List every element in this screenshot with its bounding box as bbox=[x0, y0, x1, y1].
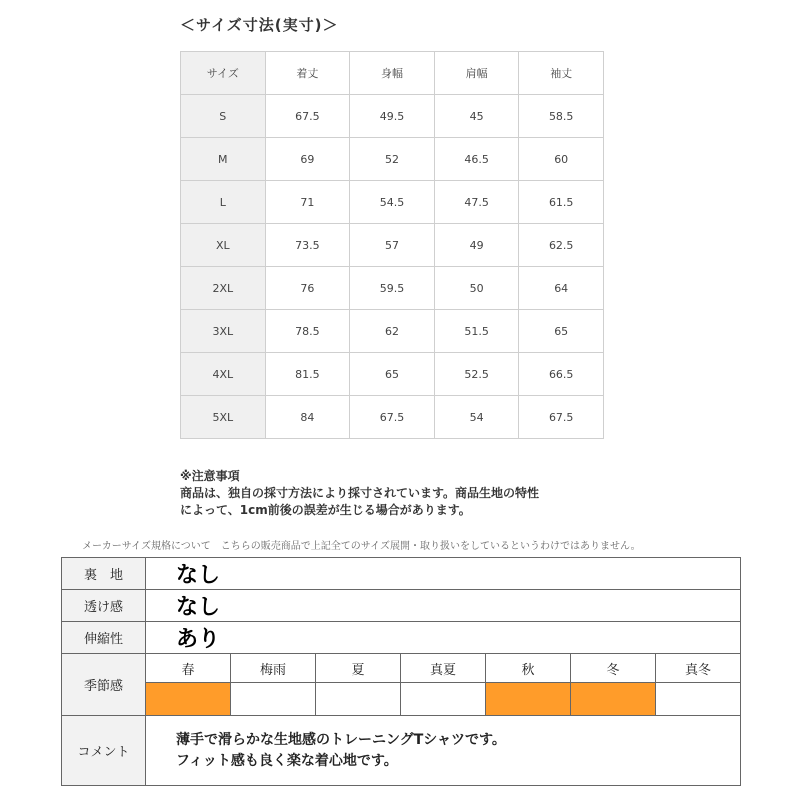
size-value-cell: 60 bbox=[519, 138, 604, 181]
season-indicator bbox=[486, 683, 571, 716]
size-row bbox=[181, 310, 604, 353]
size-value-cell: 78.5 bbox=[265, 310, 350, 353]
season-name: 梅雨 bbox=[231, 654, 316, 683]
season-name: 秋 bbox=[486, 654, 571, 683]
size-value-cell: 52.5 bbox=[434, 353, 519, 396]
size-label-cell: XL bbox=[181, 224, 266, 267]
season-name: 春 bbox=[146, 654, 231, 683]
size-row bbox=[181, 95, 604, 138]
stretch-value: あり bbox=[146, 622, 741, 654]
season-name: 真夏 bbox=[401, 654, 486, 683]
size-value-cell: 76 bbox=[265, 267, 350, 310]
notes-line-1: 商品は、独自の採寸方法により採寸されています。商品生地の特性 bbox=[180, 486, 540, 500]
size-table-body bbox=[181, 95, 604, 439]
size-label-cell: 4XL bbox=[181, 353, 266, 396]
attributes-table bbox=[61, 557, 741, 786]
size-value-cell: 73.5 bbox=[265, 224, 350, 267]
size-value-cell: 84 bbox=[265, 396, 350, 439]
size-section-title: ＜サイズ寸法(実寸)＞ bbox=[180, 16, 339, 34]
sheer-label: 透け感 bbox=[62, 590, 146, 622]
header-length: 着丈 bbox=[265, 52, 350, 95]
season-label: 季節感 bbox=[62, 654, 146, 716]
season-indicator bbox=[656, 683, 741, 716]
season-indicator bbox=[231, 683, 316, 716]
lining-label: 裏 地 bbox=[62, 558, 146, 590]
season-name-row bbox=[62, 654, 741, 683]
season-indicator bbox=[146, 683, 231, 716]
header-width: 身幅 bbox=[350, 52, 435, 95]
size-label-cell: S bbox=[181, 95, 266, 138]
size-row bbox=[181, 138, 604, 181]
comment-label: コメント bbox=[62, 716, 146, 786]
stretch-label: 伸縮性 bbox=[62, 622, 146, 654]
size-row bbox=[181, 267, 604, 310]
size-label-cell: 3XL bbox=[181, 310, 266, 353]
size-row bbox=[181, 353, 604, 396]
size-value-cell: 67.5 bbox=[265, 95, 350, 138]
comment-line-1: 薄手で滑らかな生地感のトレーニングTシャツです。 bbox=[176, 731, 506, 748]
header-size: サイズ bbox=[181, 52, 266, 95]
size-label-cell: L bbox=[181, 181, 266, 224]
size-row bbox=[181, 396, 604, 439]
size-value-cell: 49 bbox=[434, 224, 519, 267]
comment-text bbox=[146, 716, 741, 786]
size-value-cell: 51.5 bbox=[434, 310, 519, 353]
sheer-row bbox=[62, 590, 741, 622]
size-value-cell: 45 bbox=[434, 95, 519, 138]
size-value-cell: 67.5 bbox=[519, 396, 604, 439]
size-value-cell: 47.5 bbox=[434, 181, 519, 224]
size-label-cell: M bbox=[181, 138, 266, 181]
size-value-cell: 65 bbox=[350, 353, 435, 396]
season-indicator bbox=[571, 683, 656, 716]
notes-line-2: によって、1cm前後の誤差が生じる場合があります。 bbox=[180, 503, 471, 517]
size-value-cell: 49.5 bbox=[350, 95, 435, 138]
size-value-cell: 65 bbox=[519, 310, 604, 353]
size-value-cell: 57 bbox=[350, 224, 435, 267]
size-value-cell: 67.5 bbox=[350, 396, 435, 439]
sheer-value: なし bbox=[146, 590, 741, 622]
lining-row bbox=[62, 558, 741, 590]
size-value-cell: 62 bbox=[350, 310, 435, 353]
season-indicator bbox=[401, 683, 486, 716]
size-table bbox=[180, 51, 604, 439]
season-indicator-row bbox=[62, 683, 741, 716]
size-value-cell: 64 bbox=[519, 267, 604, 310]
size-value-cell: 50 bbox=[434, 267, 519, 310]
size-value-cell: 61.5 bbox=[519, 181, 604, 224]
size-value-cell: 46.5 bbox=[434, 138, 519, 181]
size-value-cell: 59.5 bbox=[350, 267, 435, 310]
size-value-cell: 54 bbox=[434, 396, 519, 439]
lining-value: なし bbox=[146, 558, 741, 590]
season-indicator bbox=[316, 683, 401, 716]
size-value-cell: 58.5 bbox=[519, 95, 604, 138]
size-row bbox=[181, 224, 604, 267]
size-label-cell: 2XL bbox=[181, 267, 266, 310]
comment-line-2: フィット感も良く楽な着心地です。 bbox=[176, 752, 398, 769]
season-name: 冬 bbox=[571, 654, 656, 683]
size-value-cell: 66.5 bbox=[519, 353, 604, 396]
notes-heading: ※注意事項 bbox=[180, 469, 240, 483]
size-value-cell: 52 bbox=[350, 138, 435, 181]
season-name: 真冬 bbox=[656, 654, 741, 683]
size-value-cell: 62.5 bbox=[519, 224, 604, 267]
notes bbox=[180, 468, 539, 519]
comment-row bbox=[62, 716, 741, 786]
header-sleeve: 袖丈 bbox=[519, 52, 604, 95]
size-label-cell: 5XL bbox=[181, 396, 266, 439]
header-shoulder: 肩幅 bbox=[434, 52, 519, 95]
size-table-header-row bbox=[181, 52, 604, 95]
size-value-cell: 81.5 bbox=[265, 353, 350, 396]
season-name: 夏 bbox=[316, 654, 401, 683]
size-row bbox=[181, 181, 604, 224]
size-value-cell: 54.5 bbox=[350, 181, 435, 224]
size-value-cell: 71 bbox=[265, 181, 350, 224]
maker-size-note: メーカーサイズ規格について こちらの販売商品で上記全てのサイズ展開・取り扱いをしているというわけではありません。 bbox=[82, 541, 641, 552]
stretch-row bbox=[62, 622, 741, 654]
size-value-cell: 69 bbox=[265, 138, 350, 181]
